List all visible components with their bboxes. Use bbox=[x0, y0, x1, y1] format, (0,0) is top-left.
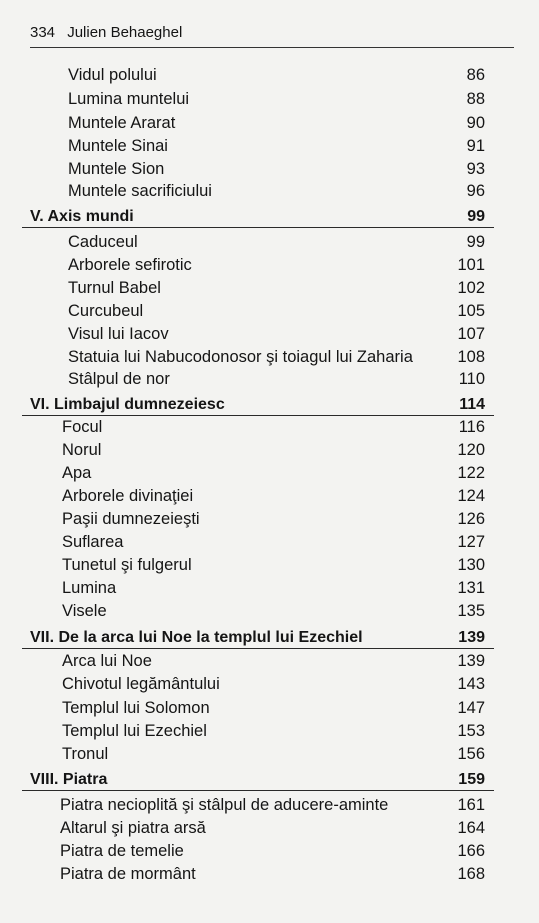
toc-entry-page: 110 bbox=[458, 370, 485, 388]
toc-entry-page: 127 bbox=[457, 533, 485, 551]
toc-entry-page: 90 bbox=[466, 114, 485, 132]
toc-entry-page: 131 bbox=[457, 579, 485, 597]
toc-entry-title: Muntele Ararat bbox=[68, 114, 176, 132]
toc-entry-page: 156 bbox=[457, 745, 485, 763]
toc-entry bbox=[0, 64, 539, 87]
toc-entry-page: 130 bbox=[457, 556, 485, 574]
toc-entry bbox=[0, 346, 539, 369]
toc-entry-page: 114 bbox=[459, 396, 485, 413]
toc-entry-title: Paşii dumnezeieşti bbox=[62, 510, 200, 528]
toc-entry bbox=[0, 439, 539, 462]
toc-entry-title: Curcubeul bbox=[68, 302, 144, 320]
toc-entry bbox=[0, 673, 539, 696]
toc-entry-title: Turnul Babel bbox=[68, 279, 161, 297]
toc-entry-page: 93 bbox=[466, 160, 485, 178]
toc-entry bbox=[0, 485, 539, 508]
toc-entry-page: 96 bbox=[466, 182, 485, 200]
toc-entry bbox=[0, 817, 539, 840]
toc-entry-title: V. Axis mundi bbox=[30, 208, 134, 225]
toc-section-heading bbox=[0, 205, 539, 228]
toc-entry-page: 102 bbox=[457, 279, 485, 297]
toc-entry bbox=[0, 554, 539, 577]
toc-entry bbox=[0, 462, 539, 485]
toc-entry-title: Visele bbox=[62, 602, 107, 620]
toc-entry-page: 88 bbox=[466, 90, 485, 108]
toc-entry-title: Templul lui Ezechiel bbox=[62, 722, 207, 740]
running-head-author: Julien Behaeghel bbox=[67, 24, 183, 41]
toc-entry-title: Arborele sefirotic bbox=[68, 256, 192, 274]
toc-entry-title: Arca lui Noe bbox=[62, 652, 152, 670]
toc-entry-title: Apa bbox=[62, 464, 92, 482]
toc-entry-title: Tunetul şi fulgerul bbox=[62, 556, 192, 574]
toc-entry bbox=[0, 416, 539, 439]
toc-entry-page: 124 bbox=[457, 487, 485, 505]
toc-entry-title: Chivotul legământului bbox=[62, 675, 220, 693]
toc-entry-title: Piatra de temelie bbox=[60, 842, 184, 860]
toc-entry-title: Caduceul bbox=[68, 233, 138, 251]
section-underline bbox=[22, 648, 494, 649]
toc-entry-page: 139 bbox=[457, 652, 485, 670]
toc-entry-title: Statuia lui Nabucodonosor şi toiagul lui Zaharia bbox=[68, 348, 413, 366]
toc-entry bbox=[0, 794, 539, 817]
toc-entry bbox=[0, 254, 539, 277]
toc-entry-title: Norul bbox=[62, 441, 102, 459]
toc-entry-page: 166 bbox=[457, 842, 485, 860]
toc-entry-title: Focul bbox=[62, 418, 103, 436]
toc-entry-title: Templul lui Solomon bbox=[62, 699, 210, 717]
toc-entry bbox=[0, 577, 539, 600]
toc-entry bbox=[0, 231, 539, 254]
toc-entry-page: 161 bbox=[457, 796, 485, 814]
toc-entry-page: 164 bbox=[457, 819, 485, 837]
toc-entry-title: Visul lui Iacov bbox=[68, 325, 169, 343]
toc-entry-page: 105 bbox=[457, 302, 485, 320]
toc-section-heading bbox=[0, 626, 539, 649]
toc-entry bbox=[0, 840, 539, 863]
toc-entry bbox=[0, 368, 539, 391]
toc-entry-page: 126 bbox=[457, 510, 485, 528]
toc-entry bbox=[0, 88, 539, 111]
toc-entry bbox=[0, 697, 539, 720]
toc-entry-title: Muntele Sinai bbox=[68, 137, 168, 155]
toc-entry-title: Piatra de mormânt bbox=[60, 865, 196, 883]
toc-entry bbox=[0, 300, 539, 323]
toc-entry bbox=[0, 323, 539, 346]
toc-entry-title: Stâlpul de nor bbox=[68, 370, 170, 388]
toc-entry-page: 99 bbox=[467, 208, 485, 225]
toc-section-heading bbox=[0, 393, 539, 416]
toc-entry-title: Arborele divinaţiei bbox=[62, 487, 194, 505]
toc-entry-page: 168 bbox=[457, 865, 485, 883]
toc-entry bbox=[0, 112, 539, 135]
toc-entry-page: 86 bbox=[466, 66, 485, 84]
toc-entry bbox=[0, 180, 539, 203]
toc-entry bbox=[0, 600, 539, 623]
toc-entry-title: VIII. Piatra bbox=[30, 771, 108, 788]
toc-entry bbox=[0, 863, 539, 886]
toc-entry-title: Vidul polului bbox=[68, 66, 157, 84]
toc-entry bbox=[0, 158, 539, 181]
section-underline bbox=[22, 790, 494, 791]
toc-entry-page: 107 bbox=[457, 325, 485, 343]
toc-entry-title: Piatra necioplită şi stâlpul de aducere-aminte bbox=[60, 796, 389, 814]
toc-entry bbox=[0, 277, 539, 300]
toc-entry-page: 147 bbox=[457, 699, 485, 717]
toc-entry bbox=[0, 650, 539, 673]
section-underline bbox=[22, 227, 494, 228]
toc-entry bbox=[0, 531, 539, 554]
toc-entry-title: Lumina bbox=[62, 579, 117, 597]
toc-entry-page: 135 bbox=[457, 602, 485, 620]
toc-entry-page: 153 bbox=[457, 722, 485, 740]
toc-entry bbox=[0, 720, 539, 743]
toc-entry-page: 116 bbox=[458, 418, 485, 436]
toc-entry-page: 108 bbox=[457, 348, 485, 366]
toc-entry-title: Muntele sacrificiului bbox=[68, 182, 212, 200]
page-number: 334 bbox=[30, 24, 56, 41]
toc-entry-page: 91 bbox=[466, 137, 485, 155]
toc-entry bbox=[0, 135, 539, 158]
toc-entry-page: 122 bbox=[457, 464, 485, 482]
toc-entry bbox=[0, 508, 539, 531]
toc-entry-title: VII. De la arca lui Noe la templul lui Ezechiel bbox=[30, 629, 363, 646]
toc-entry bbox=[0, 743, 539, 766]
toc-entry-page: 143 bbox=[457, 675, 485, 693]
toc-entry-title: Suflarea bbox=[62, 533, 124, 551]
toc-entry-title: Tronul bbox=[62, 745, 109, 763]
toc-entry-page: 99 bbox=[466, 233, 485, 251]
toc-entry-title: VI. Limbajul dumnezeiesc bbox=[30, 396, 225, 413]
toc-entry-title: Altarul şi piatra arsă bbox=[60, 819, 206, 837]
toc-entry-page: 101 bbox=[457, 256, 485, 274]
toc-entry-title: Muntele Sion bbox=[68, 160, 165, 178]
toc-entry-page: 120 bbox=[457, 441, 485, 459]
toc-entry-page: 139 bbox=[458, 629, 485, 646]
toc-section-heading bbox=[0, 768, 539, 791]
toc-entry-page: 159 bbox=[458, 771, 485, 788]
toc-entry-title: Lumina muntelui bbox=[68, 90, 190, 108]
